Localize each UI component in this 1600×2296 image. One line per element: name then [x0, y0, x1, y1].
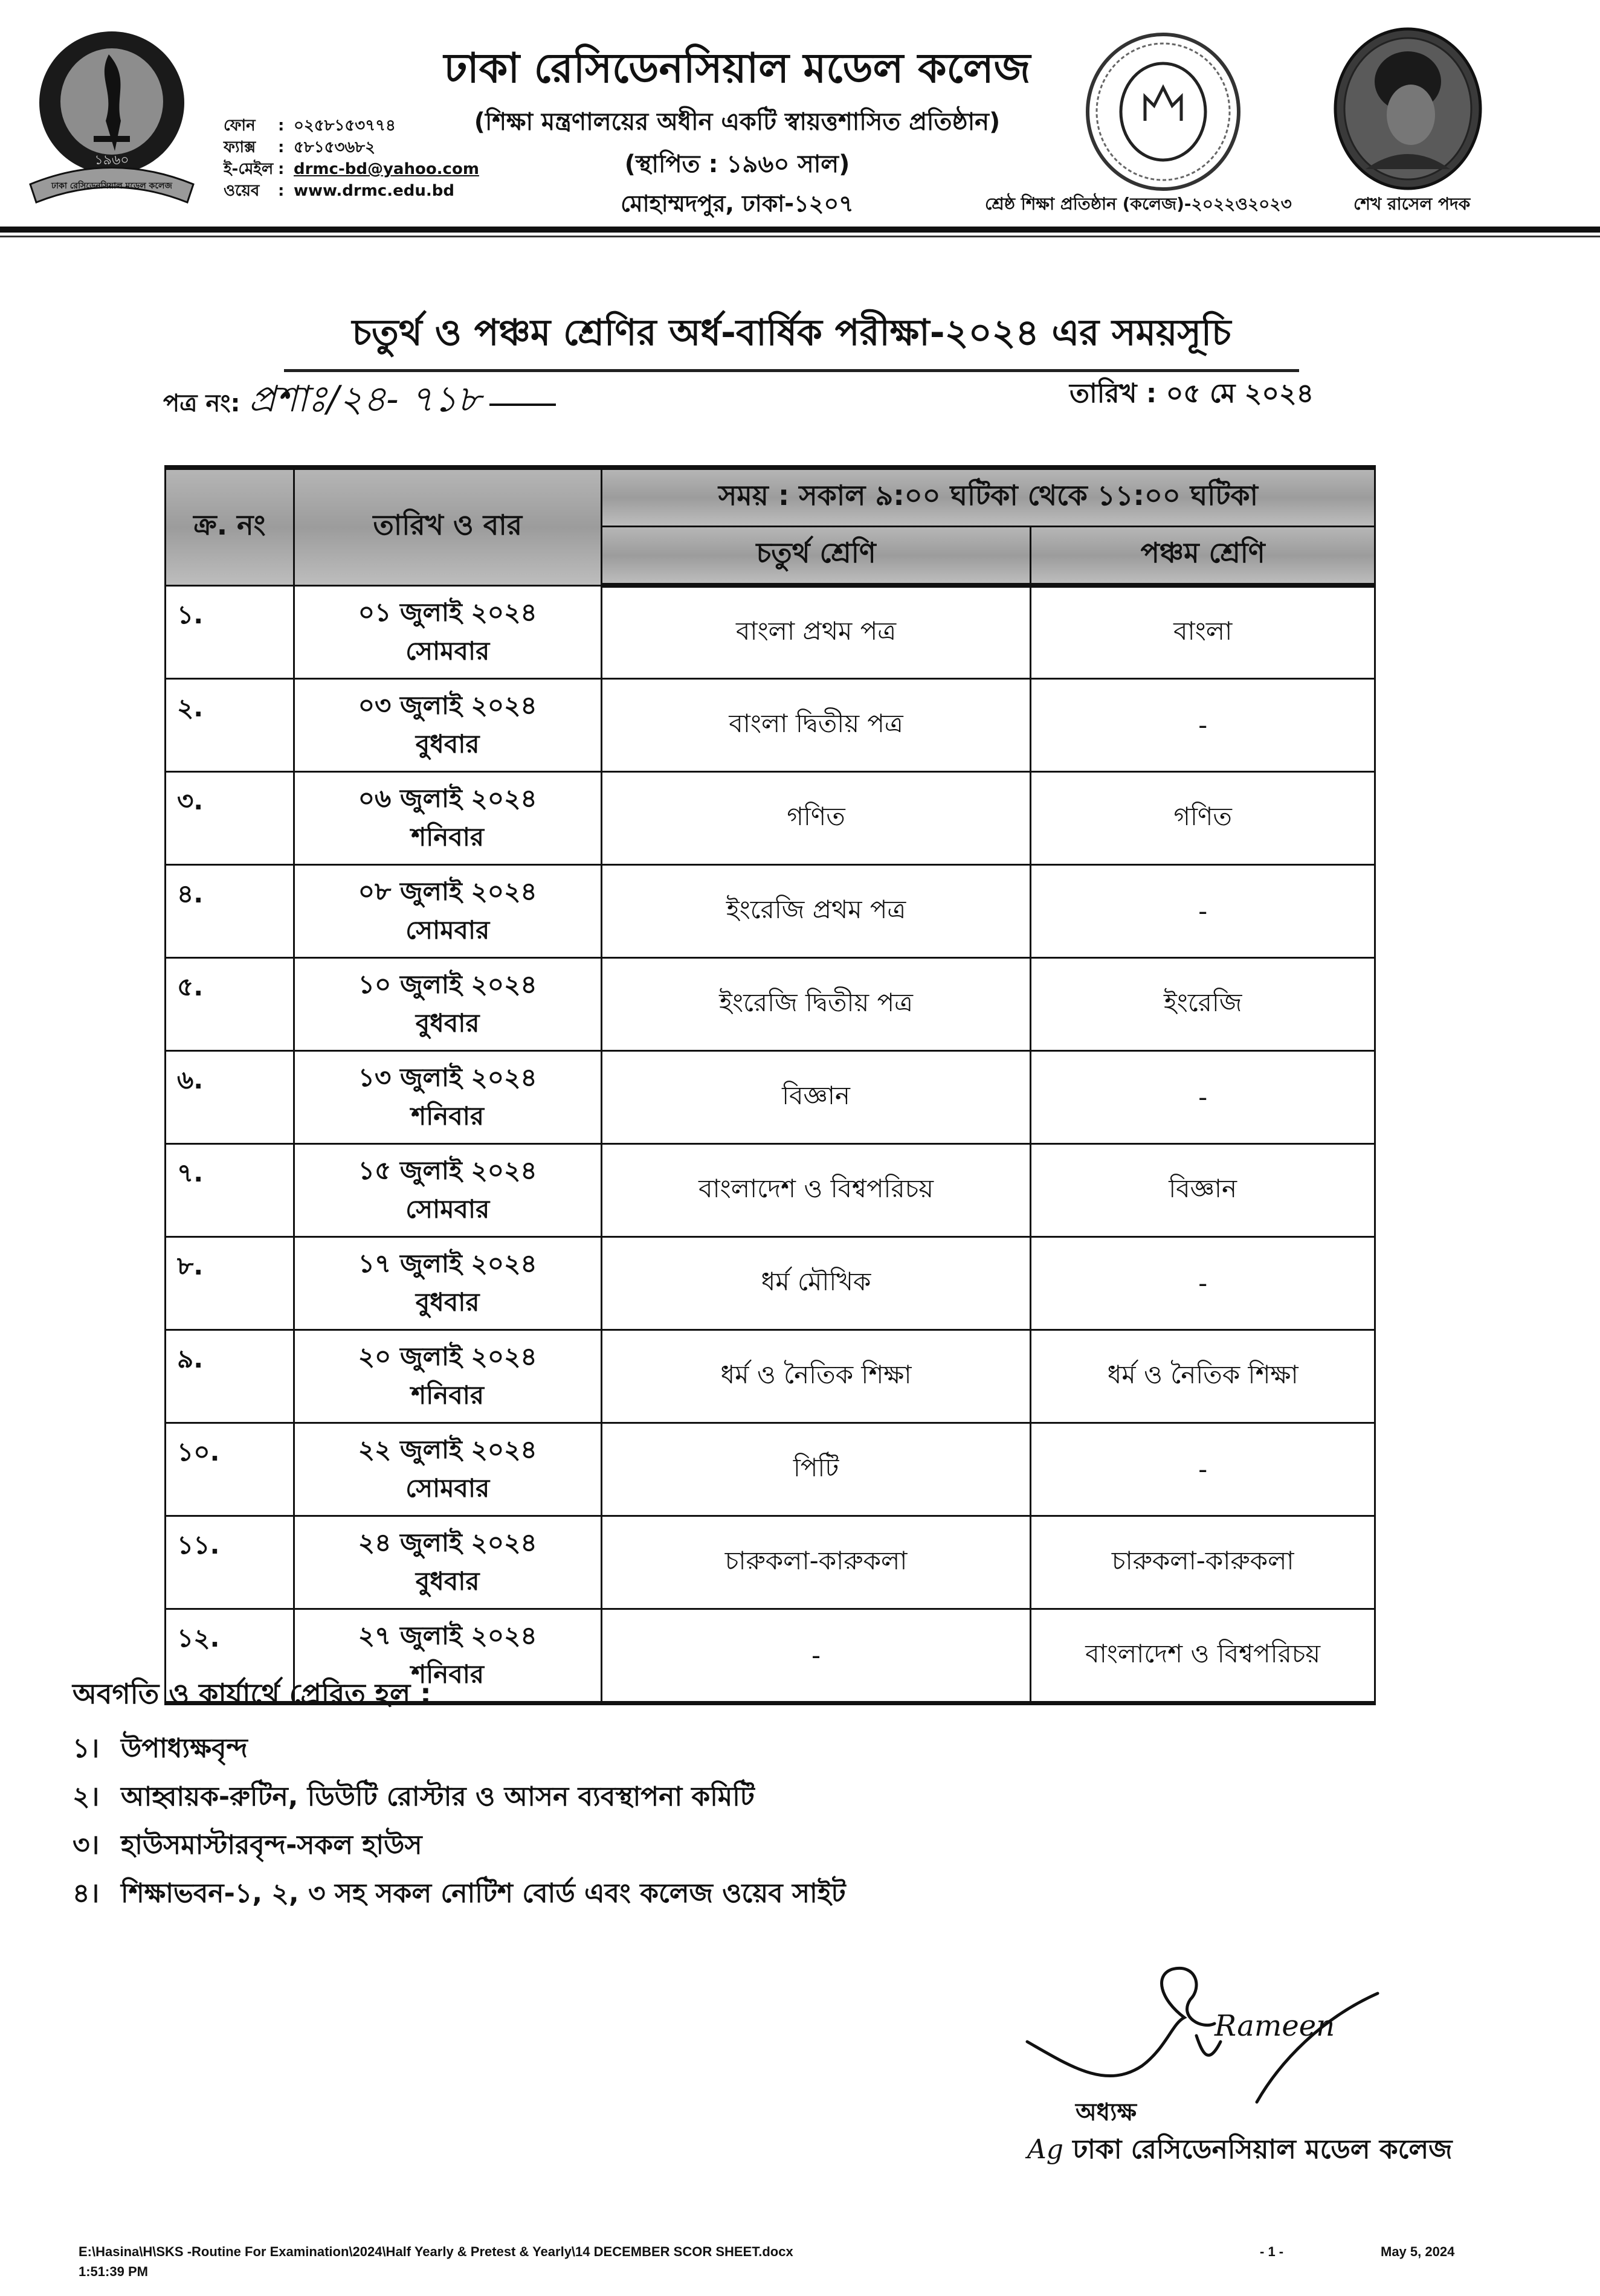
class4-subject-cell: ধর্ম ও নৈতিক শিক্ষা [601, 1330, 1031, 1423]
award-seal-icon [1082, 30, 1245, 193]
class4-subject-cell: বাংলা প্রথম পত্র [601, 585, 1031, 678]
distribution-item: ২। আহ্বায়ক-রুটিন, ডিউটি রোস্টার ও আসন ব্যবস্থাপনা কমিটি [73, 1781, 755, 1812]
exam-date: ২০ জুলাই ২০২৪ [358, 1342, 537, 1371]
table-row [166, 1236, 1375, 1330]
class5-subject-cell: ধর্ম ও নৈতিক শিক্ষা [1031, 1330, 1375, 1423]
date-day-cell [294, 1143, 601, 1236]
footer-page-number: - 1 - [1260, 2244, 1284, 2259]
serial-cell: ১২. [166, 1609, 294, 1703]
website-link[interactable]: www.drmc.edu.bd [294, 182, 454, 200]
table-row [166, 1143, 1375, 1236]
document-title: চতুর্থ ও পঞ্চম শ্রেণির অর্ধ-বার্ষিক পরীক্ষা-২০২৪ এর সময়সূচি [284, 305, 1299, 372]
memo-value: প্রশাঃ/২৪- ৭১৮ [248, 378, 481, 420]
exam-date: ০৬ জুলাই ২০২৪ [358, 783, 537, 813]
exam-date: ১০ জুলাই ২০২৪ [358, 970, 537, 999]
exam-day: সোমবার [405, 915, 490, 945]
contact-web: ওয়েব : www.drmc.edu.bd [224, 180, 479, 202]
class4-subject-cell: চারুকলা-কারুকলা [601, 1516, 1031, 1609]
class4-subject-cell: ইংরেজি দ্বিতীয় পত্র [601, 957, 1031, 1050]
class5-subject-cell: - [1031, 1423, 1375, 1516]
sheikh-russel-medal-icon [1329, 24, 1486, 193]
initials: Ag [1027, 2134, 1063, 2165]
award-caption: শ্রেষ্ঠ শিক্ষা প্রতিষ্ঠান (কলেজ)-২০২২ও২০২৩ [985, 194, 1292, 214]
serial-cell: ৯. [166, 1330, 294, 1423]
header-class4: চতুর্থ শ্রেণি [601, 527, 1031, 586]
class4-subject-cell: বাংলাদেশ ও বিশ্বপরিচয় [601, 1143, 1031, 1236]
date-day-cell [294, 678, 601, 771]
distribution-list [73, 1725, 846, 1918]
exam-routine-table [164, 465, 1376, 1705]
distribution-item: ৪। শিক্ষাভবন-১, ২, ৩ সহ সকল নোটিশ বোর্ড এবং কলেজ ওয়েব সাইট [73, 1878, 846, 1909]
footer-file-path: E:\Hasina\H\SKS -Routine For Examination\2024\Half Yearly & Pretest & Yearly\14 DECEMBER SCOR SHEET.docx [79, 2244, 793, 2259]
exam-day: শনিবার [411, 822, 485, 852]
serial-cell: ৬. [166, 1050, 294, 1143]
exam-date: ০৮ জুলাই ২০২৪ [358, 876, 537, 906]
college-name: ঢাকা রেসিডেনসিয়াল মডেল কলেজ [444, 45, 1031, 92]
class5-subject-cell: - [1031, 864, 1375, 957]
exam-date: ১৩ জুলাই ২০২৪ [358, 1063, 537, 1092]
svg-text:Rameen: Rameen [1215, 2009, 1335, 2043]
svg-text:ঢাকা রেসিডেনসিয়াল মডেল কলেজ: ঢাকা রেসিডেনসিয়াল মডেল কলেজ [51, 181, 172, 191]
table-row [166, 1423, 1375, 1516]
serial-cell: ৫. [166, 957, 294, 1050]
class5-subject-cell: ইংরেজি [1031, 957, 1375, 1050]
serial-cell: ২. [166, 678, 294, 771]
exam-day: বুধবার [415, 1287, 480, 1317]
serial-cell: ৩. [166, 771, 294, 864]
serial-cell: ৪. [166, 864, 294, 957]
table-row [166, 585, 1375, 678]
college-subtitle: (শিক্ষা মন্ত্রণালয়ের অধীন একটি স্বায়ত্তশাসিত প্রতিষ্ঠান) [474, 108, 1001, 136]
exam-date: ২৪ জুলাই ২০২৪ [358, 1528, 537, 1557]
signatory-title: অধ্যক্ষ [1076, 2098, 1137, 2126]
date-day-cell [294, 771, 601, 864]
exam-day: শনিবার [411, 1380, 485, 1410]
exam-day: বুধবার [415, 1008, 480, 1038]
class5-subject-cell: - [1031, 1050, 1375, 1143]
exam-day: শনিবার [411, 1659, 485, 1689]
distribution-item: ১। উপাধ্যক্ষবৃন্দ [73, 1733, 248, 1764]
established-year: (স্থাপিত : ১৯৬০ সাল) [624, 150, 850, 178]
class5-subject-cell: গণিত [1031, 771, 1375, 864]
serial-cell: ১. [166, 585, 294, 678]
exam-date: ০১ জুলাই ২০২৪ [358, 597, 537, 627]
header-serial: ক্র. নং [166, 468, 294, 585]
class5-subject-cell: - [1031, 678, 1375, 771]
date-day-cell [294, 1516, 601, 1609]
date-day-cell [294, 585, 601, 678]
exam-day: সোমবার [405, 1473, 490, 1503]
memo-label: পত্র নং: [163, 390, 240, 417]
serial-cell: ৭. [166, 1143, 294, 1236]
header-divider [0, 227, 1600, 233]
class4-subject-cell: - [601, 1609, 1031, 1703]
class4-subject-cell: ধর্ম মৌখিক [601, 1236, 1031, 1330]
serial-cell: ১১. [166, 1516, 294, 1609]
table-row [166, 1050, 1375, 1143]
exam-day: বুধবার [415, 1566, 480, 1596]
table-row [166, 1516, 1375, 1609]
header-date-day: তারিখ ও বার [294, 468, 601, 585]
footer-date: May 5, 2024 [1381, 2244, 1455, 2259]
class4-subject-cell: গণিত [601, 771, 1031, 864]
class4-subject-cell: পিটি [601, 1423, 1031, 1516]
header-divider-thin [0, 236, 1600, 237]
contact-email: ই-মেইল : drmc-bd@yahoo.com [224, 158, 479, 180]
date-day-cell [294, 1423, 601, 1516]
class4-subject-cell: বিজ্ঞান [601, 1050, 1031, 1143]
class4-subject-cell: ইংরেজি প্রথম পত্র [601, 864, 1031, 957]
class4-subject-cell: বাংলা দ্বিতীয় পত্র [601, 678, 1031, 771]
exam-day: সোমবার [405, 636, 490, 666]
class5-subject-cell: বাংলা [1031, 585, 1375, 678]
header-time: সময় : সকাল ৯:০০ ঘটিকা থেকে ১১:০০ ঘটিকা [601, 468, 1375, 527]
footer-time: 1:51:39 PM [79, 2264, 148, 2279]
medal-caption: শেখ রাসেল পদক [1353, 194, 1471, 214]
svg-text:১৯৬০: ১৯৬০ [94, 153, 129, 168]
email-link[interactable]: drmc-bd@yahoo.com [294, 160, 479, 178]
date-day-cell [294, 1330, 601, 1423]
college-address: মোহাম্মদপুর, ঢাকা-১২০৭ [621, 190, 854, 217]
table-row [166, 771, 1375, 864]
exam-date: ২২ জুলাই ২০২৪ [358, 1435, 537, 1464]
contact-fax: ফ্যাক্স : ৫৮১৫৩৬৮২ [224, 138, 376, 156]
date-day-cell [294, 1236, 601, 1330]
table-row [166, 957, 1375, 1050]
exam-date: ১৫ জুলাই ২০২৪ [358, 1156, 537, 1185]
class5-subject-cell: বাংলাদেশ ও বিশ্বপরিচয় [1031, 1609, 1375, 1703]
header-class5: পঞ্চম শ্রেণি [1031, 527, 1375, 586]
serial-cell: ৮. [166, 1236, 294, 1330]
exam-day: বুধবার [415, 729, 480, 759]
serial-cell: ১০. [166, 1423, 294, 1516]
class5-subject-cell: বিজ্ঞান [1031, 1143, 1375, 1236]
date-day-cell [294, 864, 601, 957]
class5-subject-cell: - [1031, 1236, 1375, 1330]
contact-phone: ফোন : ০২৫৮১৫৩৭৭৪ [224, 117, 396, 135]
table-row [166, 864, 1375, 957]
table-row [166, 1330, 1375, 1423]
memo-number [163, 371, 556, 432]
signatory-institution: Ag ঢাকা রেসিডেনসিয়াল মডেল কলেজ [1027, 2134, 1453, 2165]
distribution-heading: অবগতি ও কার্যার্থে প্রেরিত হল : [73, 1677, 431, 1710]
exam-date: ০৩ জুলাই ২০২৪ [358, 690, 537, 720]
table-row [166, 678, 1375, 771]
exam-day: শনিবার [411, 1101, 485, 1131]
date-day-cell [294, 957, 601, 1050]
distribution-item: ৩। হাউসমাস্টারবৃন্দ-সকল হাউস [73, 1830, 422, 1860]
college-logo [24, 30, 199, 205]
date-day-cell [294, 1050, 601, 1143]
exam-day: সোমবার [405, 1194, 490, 1224]
document-date: তারিখ : ০৫ মে ২০২৪ [1069, 378, 1314, 409]
class5-subject-cell: চারুকলা-কারুকলা [1031, 1516, 1375, 1609]
exam-date: ২৭ জুলাই ২০২৪ [358, 1621, 537, 1650]
principal-signature [1021, 1951, 1396, 2108]
memo-underline [489, 404, 556, 406]
exam-date: ১৭ জুলাই ২০২৪ [358, 1249, 537, 1278]
